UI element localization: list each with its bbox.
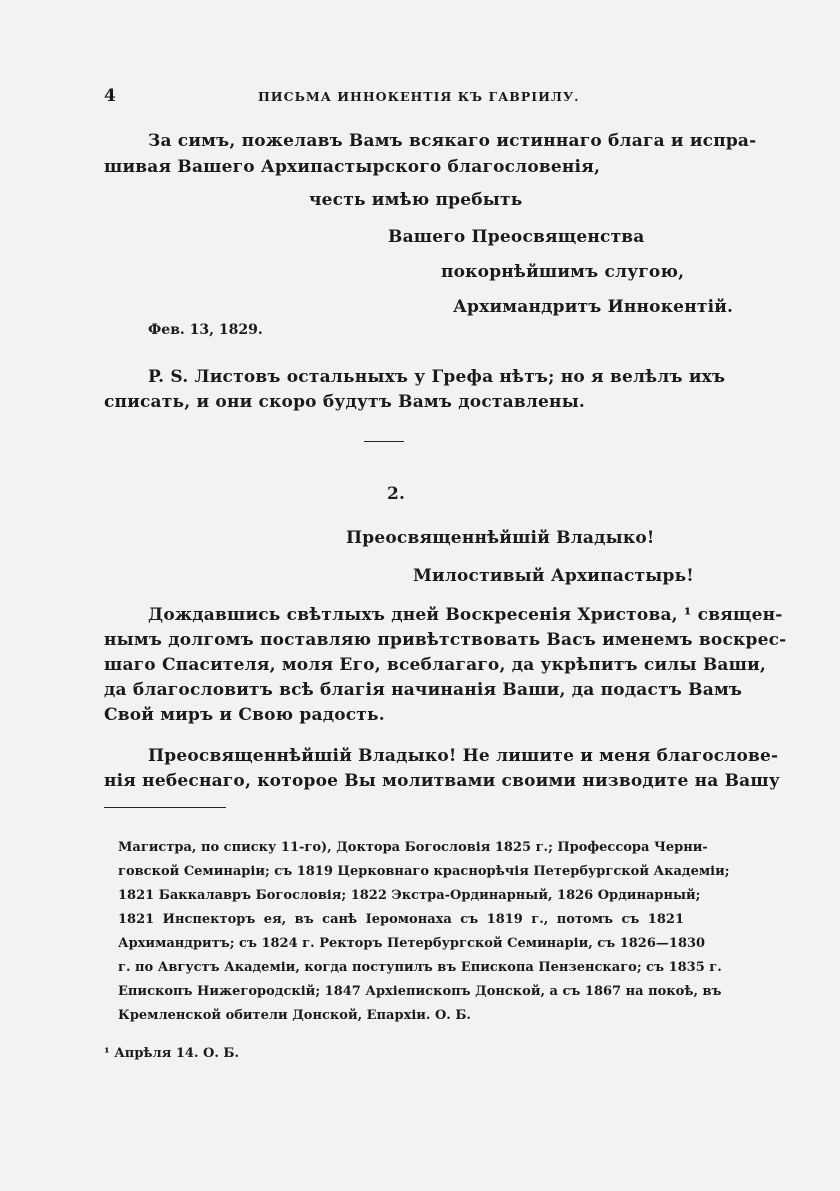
signature-line-3: покорнѣйшимъ слугою, (441, 262, 685, 282)
paragraph-line: нымъ долгомъ поставляю привѣтствовать Васъ именемъ воскрес- (104, 630, 787, 650)
paragraph-line: нія небеснаго, которое Вы молитвами своими низводите на Вашу (104, 771, 780, 791)
signature-line-2: Вашего Преосвященства (388, 227, 645, 247)
paragraph-line: Преосвященнѣйшій Владыко! Не лишите и меня благослове- (148, 746, 779, 766)
signature-line-4: Архимандритъ Иннокентій. (453, 297, 734, 317)
section-divider (364, 441, 404, 442)
footnote-line: Кремленской обители Донской, Епархіи. О. Б. (118, 1008, 471, 1023)
paragraph-line: Дождавшись свѣтлыхъ дней Воскресенія Христова, ¹ священ- (148, 605, 783, 625)
footnote-line: Магистра, по списку 11-го), Доктора Богословія 1825 г.; Профессора Черни- (118, 840, 708, 855)
footnote-divider (104, 807, 226, 808)
footnote-line: 1821 Инспекторъ ея, въ санѣ Іеромонаха съ 1819 г., потомъ съ 1821 (118, 912, 684, 927)
postscript-line: P. S. Листовъ остальныхъ у Грефа нѣтъ; но я велѣлъ ихъ (148, 367, 726, 387)
footnote-line: Архимандритъ; съ 1824 г. Ректоръ Петербургской Семинаріи, съ 1826—1830 (118, 936, 706, 951)
paragraph-line: да благословитъ всѣ благія начинанія Ваши, да подастъ Вамъ (104, 680, 743, 700)
footnote-1: ¹ Апрѣля 14. О. Б. (104, 1046, 240, 1061)
signature-line-1: честь имѣю пребыть (309, 190, 523, 210)
letter-date: Фев. 13, 1829. (148, 322, 263, 338)
paragraph-line: Свой миръ и Свою радость. (104, 705, 385, 725)
postscript-line: списать, и они скоро будутъ Вамъ доставлены. (104, 392, 586, 412)
closing-line: шивая Вашего Архипастырского благословенія, (104, 157, 601, 177)
closing-line: За симъ, пожелавъ Вамъ всякаго истиннаго блага и испра- (148, 131, 757, 151)
letter-number: 2. (387, 484, 406, 504)
paragraph-line: шаго Спасителя, моля Его, всеблагаго, да укрѣпитъ силы Ваши, (104, 655, 767, 675)
salutation-line-2: Милостивый Архипастырь! (413, 566, 694, 586)
salutation-line-1: Преосвященнѣйшій Владыко! (346, 528, 655, 548)
footnote-line: говской Семинаріи; съ 1819 Церковнаго краснорѣчія Петербургской Академіи; (118, 864, 730, 879)
footnote-line: г. по Августъ Академіи, когда поступилъ въ Епископа Пензенскаго; съ 1835 г. (118, 960, 722, 975)
running-title: ПИСЬМА ИННОКЕНТІЯ КЪ ГАВРІИЛУ. (258, 89, 580, 104)
footnote-line: 1821 Баккалавръ Богословія; 1822 Экстра-Ординарный, 1826 Ординарный; (118, 888, 701, 903)
page-number: 4 (104, 86, 116, 106)
footnote-line: Епископъ Нижегородскій; 1847 Архіепископъ Донской, а съ 1867 на покоѣ, въ (118, 984, 722, 999)
